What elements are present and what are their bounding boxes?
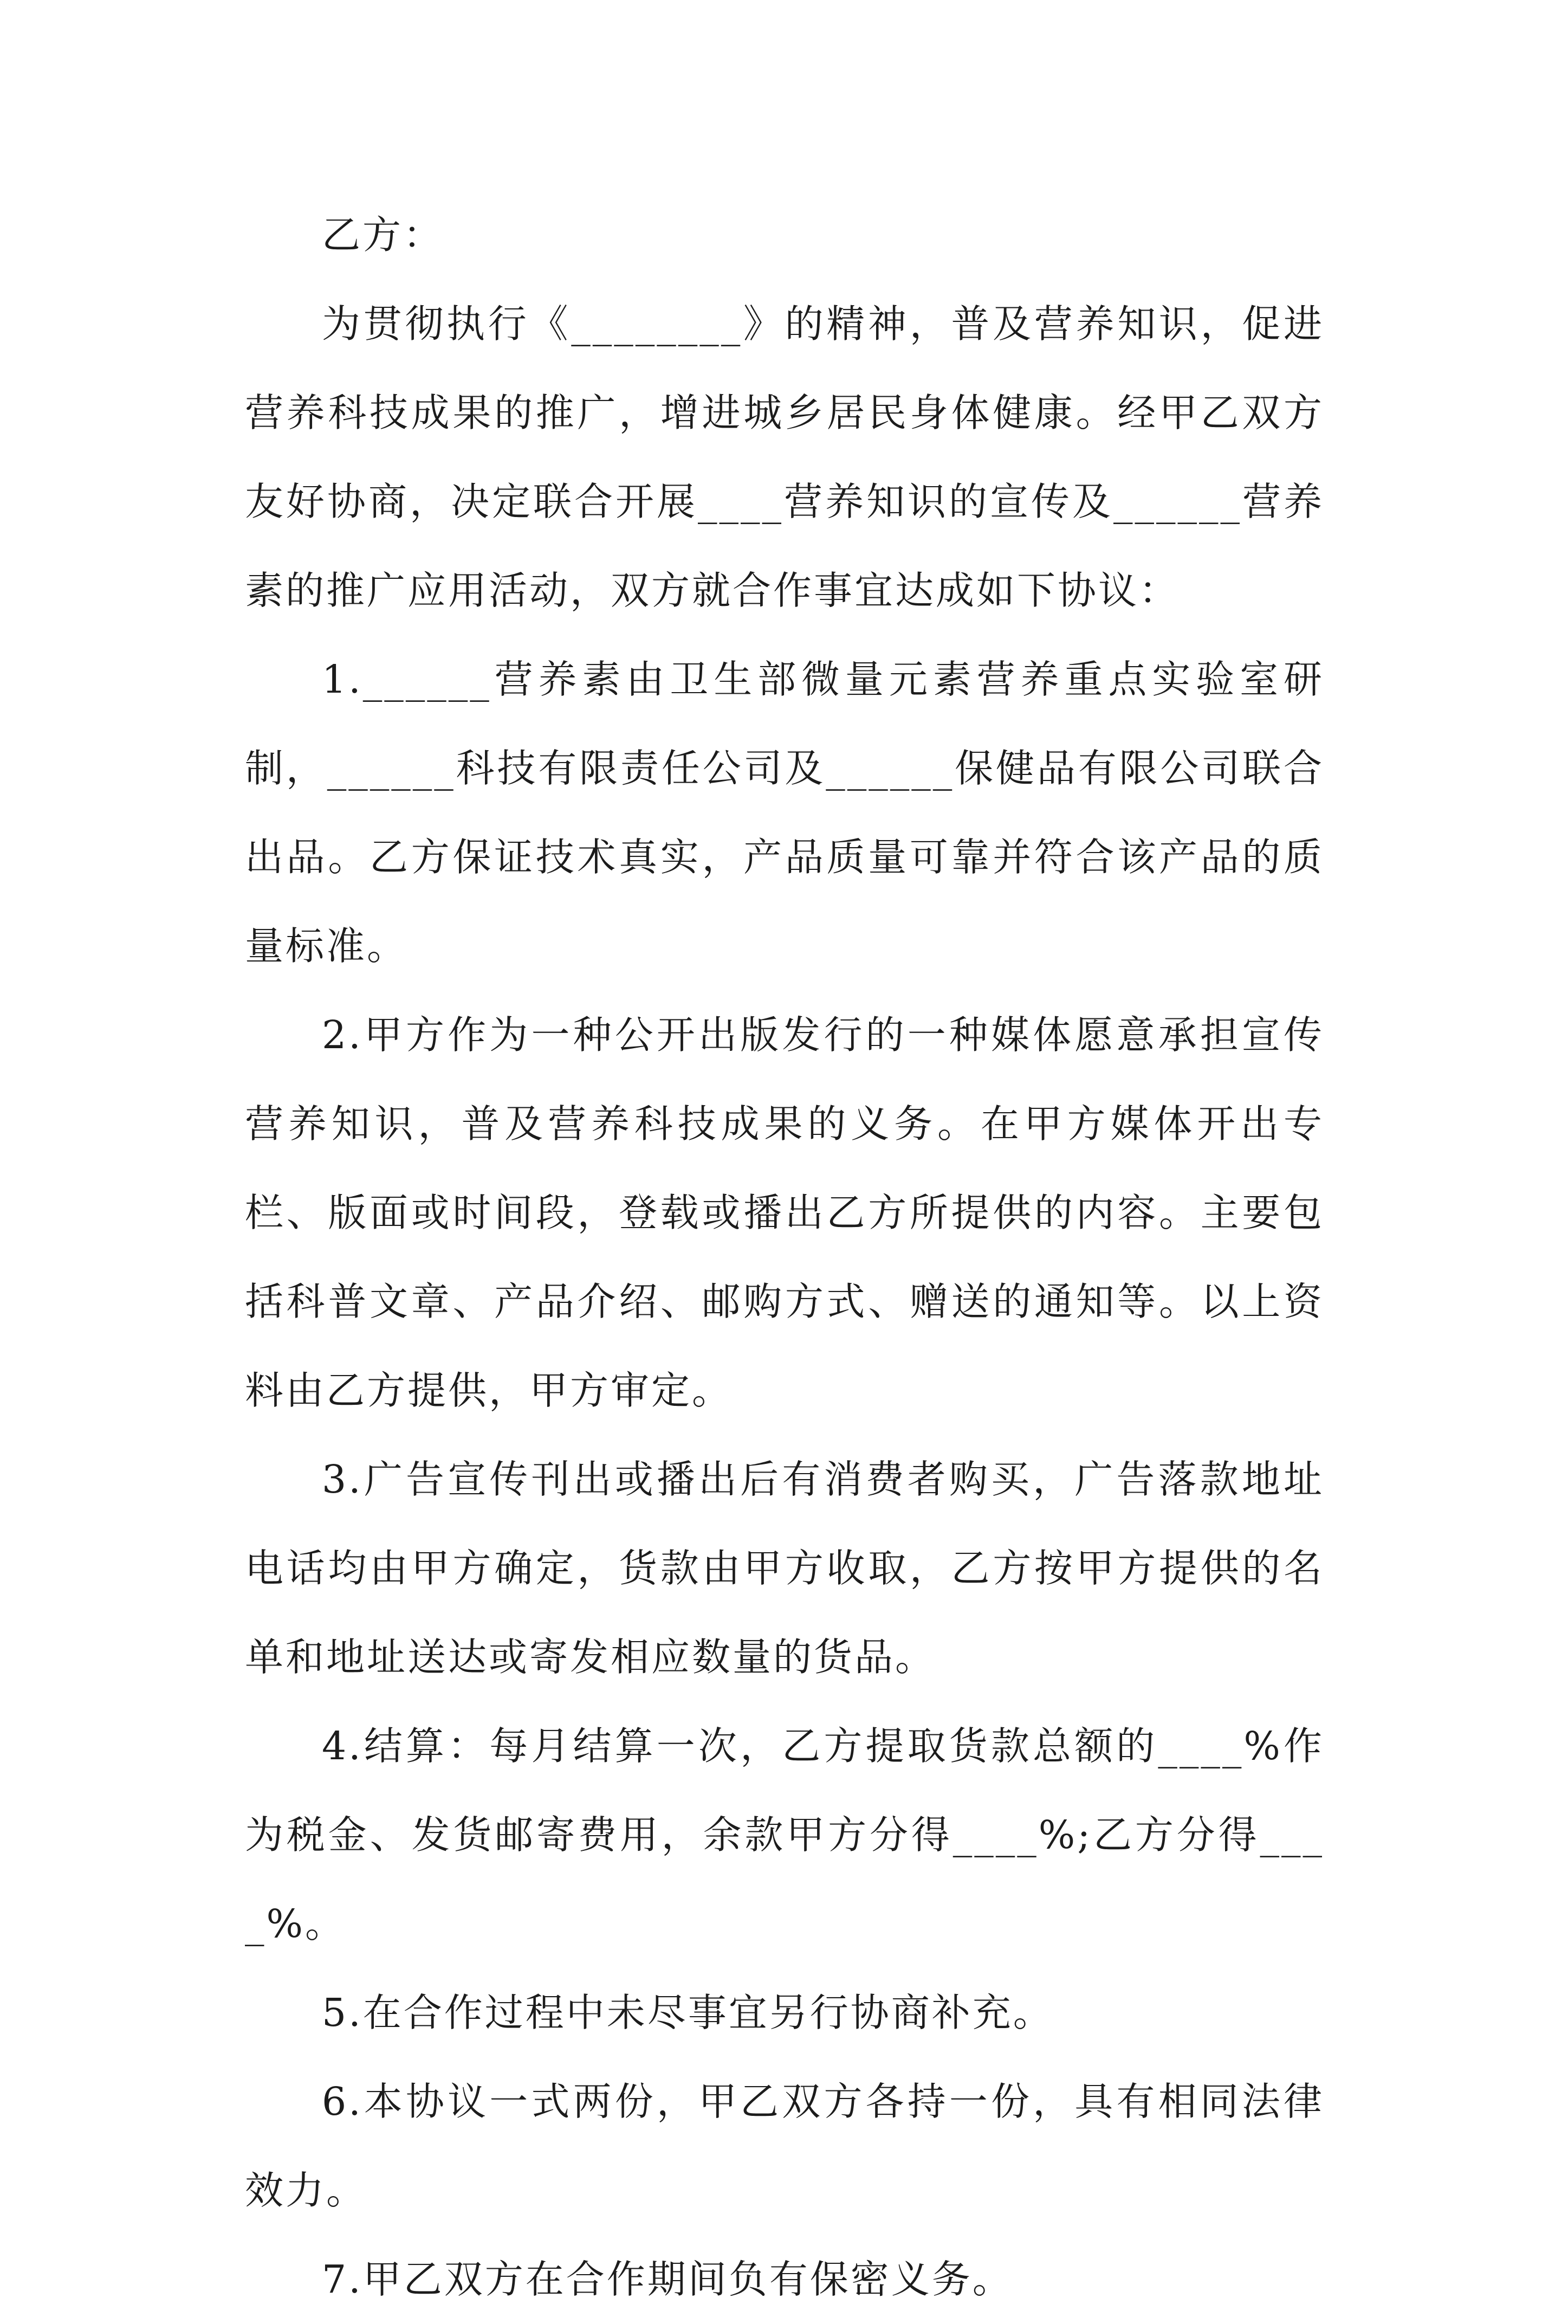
document-body: [245, 191, 1324, 2324]
party-b-line: 乙方：: [322, 212, 444, 257]
clause-1: 1.______营养素由卫生部微量元素营养重点实验室研制，______科技有限责任公司及______保健品有限公司联合出品。乙方保证技术真实，产品质量可靠并符合该产品的质量标准。: [245, 657, 1324, 969]
clause-6: 6.本协议一式两份，甲乙双方各持一份，具有相同法律效力。: [245, 2079, 1324, 2213]
clause-3: 3.广告宣传刊出或播出后有消费者购买，广告落款地址电话均由甲方确定，货款由甲方收取，乙方按甲方提供的名单和地址送达或寄发相应数量的货品。: [245, 1457, 1324, 1680]
clause-5: 5.在合作过程中未尽事宜另行协商补充。: [322, 1990, 1054, 2035]
clause-7: 7.甲乙双方在合作期间负有保密义务。: [322, 2257, 1013, 2302]
preamble-paragraph: 为贯彻执行《________》的精神，普及营养知识，促进营养科技成果的推广，增进城乡居民身体健康。经甲乙双方友好协商，决定联合开展____营养知识的宣传及______营养素的推广应用活动，双方就合作事宜达成如下协议：: [245, 301, 1324, 613]
clause-4: 4.结算：每月结算一次，乙方提取货款总额的____%作为税金、发货邮寄费用，余款甲方分得____%;乙方分得____%。: [245, 1723, 1324, 1946]
clause-2: 2.甲方作为一种公开出版发行的一种媒体愿意承担宣传营养知识，普及营养科技成果的义务。在甲方媒体开出专栏、版面或时间段，登载或播出乙方所提供的内容。主要包括科普文章、产品介绍、邮购方式、赠送的通知等。以上资料由乙方提供，甲方审定。: [245, 1012, 1324, 1413]
